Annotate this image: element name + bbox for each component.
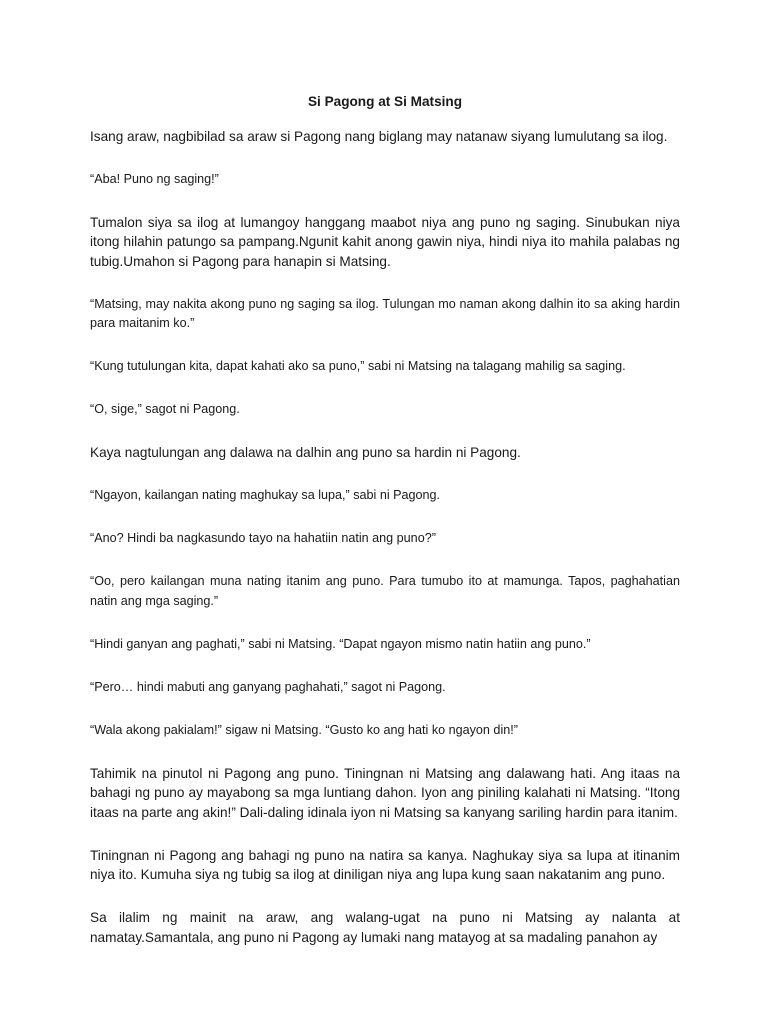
paragraph: “Matsing, may nakita akong puno ng saging sa ilog. Tulungan mo naman akong dalhin ito sa aking hardin para maitanim ko.”	[90, 296, 680, 330]
paragraph: “Pero… hindi mabuti ang ganyang paghahati,” sagot ni Pagong.	[90, 679, 446, 694]
paragraph: Sa ilalim ng mainit na araw, ang walang-ugat na puno ni Matsing ay nalanta at namatay.Samantala, ang puno ni Pagong ay lumaki nang matayog at sa madaling panahon ay	[90, 910, 680, 945]
paragraph: Tahimik na pinutol ni Pagong ang puno. Tiningnan ni Matsing ang dalawang hati. Ang itaas na bahagi ng puno ay mayabong sa mga luntiang dahon. Iyon ang piniling kalahati ni Matsing. “Itong itaas na parte ang akin!” Dali-daling idinala iyon ni Matsing sa kanyang sariling hardin para itanim.	[90, 765, 680, 820]
paragraph: “Ngayon, kailangan nating maghukay sa lupa,” sabi ni Pagong.	[90, 488, 441, 502]
paragraph: Tiningnan ni Pagong ang bahagi ng puno na natira sa kanya. Naghukay siya sa lupa at itinanim niya ito. Kumuha siya ng tubig sa ilog at diniligan niya ang lupa kung saan nakatanim ang puno.	[90, 847, 680, 882]
paragraph: “Oo, pero kailangan muna nating itanim ang puno. Para tumubo ito at mamunga. Tapos, paghahatian natin ang mga saging.”	[90, 574, 680, 608]
document-body	[90, 92, 680, 971]
paragraph: “Kung tutulungan kita, dapat kahati ako sa puno,” sabi ni Matsing na talagang mahilig sa saging.	[90, 359, 626, 373]
paragraph: Tumalon siya sa ilog at lumangoy hanggang maabot niya ang puno ng saging. Sinubukan niya itong hilahin patungo sa pampang.Ngunit kahit anong gawin niya, hindi niya ito mahila palabas ng tubig.Umahon si Pagong para hanapin si Matsing.	[90, 214, 680, 269]
paragraph: “Ano? Hindi ba nagkasundo tayo na hahatiin natin ang puno?”	[90, 531, 436, 545]
paragraph: “Aba! Puno ng saging!”	[90, 171, 219, 186]
paragraph: “O, sige,” sagot ni Pagong.	[90, 402, 240, 416]
paragraph: “Wala akong pakialam!” sigaw ni Matsing. “Gusto ko ang hati ko ngayon din!”	[90, 722, 518, 737]
paragraph: Kaya nagtulungan ang dalawa na dalhin ang puno sa hardin ni Pagong.	[90, 445, 521, 460]
document-title: Si Pagong at Si Matsing	[307, 94, 463, 109]
paragraph: Isang araw, nagbibilad sa araw si Pagong nang biglang may natanaw siyang lumulutang sa ilog.	[90, 128, 668, 144]
paragraph: “Hindi ganyan ang paghati,” sabi ni Matsing. “Dapat ngayon mismo natin hatiin ang puno.”	[90, 636, 591, 651]
